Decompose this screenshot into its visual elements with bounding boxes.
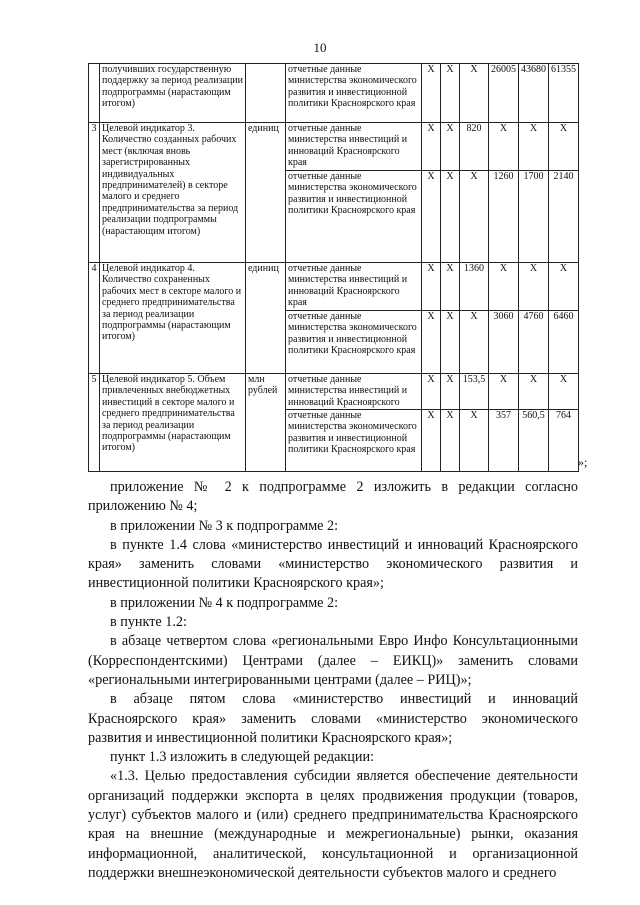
row-number: 4 — [89, 263, 100, 374]
indicators-table-wrapper — [88, 63, 578, 472]
indicator-name: получивших государственную поддержку за период реализации подпрограммы (нарастающим итогом) — [100, 64, 246, 123]
value-cell: Х — [422, 410, 441, 472]
value-cell: Х — [519, 123, 549, 171]
indicator-name: Целевой индикатор 4. Количество сохраненных рабочих мест в секторе малого и среднего предпринимательства за период реализации подпрограммы (нарастающим итогом) — [100, 263, 246, 374]
value-cell: 6460 — [549, 311, 579, 374]
value-cell: Х — [460, 410, 489, 472]
value-cell: Х — [422, 64, 441, 123]
value-cell: Х — [489, 374, 519, 410]
value-cell: Х — [489, 263, 519, 311]
value-cell: Х — [441, 64, 460, 123]
page-number: 10 — [313, 40, 327, 55]
data-source: отчетные данные министерства экономического развития и инвестиционной политики Красноярского края — [286, 311, 422, 374]
value-cell: 26005 — [489, 64, 519, 123]
value-cell: Х — [441, 311, 460, 374]
value-cell: Х — [519, 374, 549, 410]
row-number: 5 — [89, 374, 100, 472]
value-cell: Х — [460, 64, 489, 123]
row-number: 3 — [89, 123, 100, 263]
table-row — [89, 123, 579, 171]
value-cell: 3060 — [489, 311, 519, 374]
value-cell: Х — [549, 263, 579, 311]
value-cell: Х — [422, 374, 441, 410]
paragraph: пункт 1.3 изложить в следующей редакции: — [110, 749, 374, 766]
value-cell: 357 — [489, 410, 519, 472]
value-cell: 1700 — [519, 171, 549, 263]
data-source: отчетные данные министерства экономического развития и инвестиционной политики Красноярского края — [286, 410, 422, 472]
unit-of-measure — [246, 64, 286, 123]
unit-of-measure: единиц — [246, 263, 286, 374]
paragraph: в абзаце четвертом слова «региональными Евро Инфо Консультационными (Корреспондентскими) Центрами (далее – ЕИКЦ)» заменить словами «региональными интегрированными центрами (далее – РИЦ)»; — [88, 633, 578, 688]
value-cell: Х — [519, 263, 549, 311]
value-cell: Х — [422, 171, 441, 263]
data-source: отчетные данные министерства инвестиций и инноваций Красноярского — [286, 374, 422, 410]
row-number — [89, 64, 100, 123]
indicator-name: Целевой индикатор 3. Количество созданных рабочих мест (включая вновь зарегистрированных индивидуальных предпринимателей) в секторе малого и среднего предпринимательства за период реализации подпрограммы (нарастающим итогом) — [100, 123, 246, 263]
value-cell: Х — [441, 263, 460, 311]
paragraph: «1.3. Целью предоставления субсидии является обеспечение деятельности организаций поддержки экспорта в целях продвижения продукции (товаров, услуг) субъектов малого и (или) среднего предпринимательства Красноярского края на внешние (международные и межрегиональные) рынки, оказания информационной, аналитической, консультационной и организационной поддержки внешнеэкономической деятельности субъектов малого и среднего — [88, 768, 578, 881]
value-cell: Х — [422, 263, 441, 311]
indicators-table — [88, 63, 579, 472]
paragraph: в приложении № 4 к подпрограмме 2: — [110, 594, 339, 611]
paragraph: в приложении № 3 к подпрограмме 2: — [110, 517, 339, 534]
value-cell: Х — [460, 311, 489, 374]
value-cell: Х — [549, 374, 579, 410]
value-cell: Х — [489, 123, 519, 171]
value-cell: 153,5 — [460, 374, 489, 410]
value-cell: 560,5 — [519, 410, 549, 472]
unit-of-measure: млн рублей — [246, 374, 286, 472]
value-cell: Х — [460, 171, 489, 263]
table-body — [89, 64, 579, 472]
table-row — [89, 263, 579, 311]
data-source: отчетные данные министерства инвестиций и инноваций Красноярского края — [286, 123, 422, 171]
value-cell: Х — [441, 171, 460, 263]
value-cell: 2140 — [549, 171, 579, 263]
value-cell: 820 — [460, 123, 489, 171]
paragraph: приложение № 2 к подпрограмме 2 изложить в редакции согласно приложению № 4; — [88, 479, 578, 515]
paragraph: в пункте 1.2: — [110, 614, 187, 631]
paragraph: в пункте 1.4 слова «министерство инвестиций и инноваций Красноярского края» заменить словами «министерство экономического развития и инвестиционной политики Красноярского края»; — [88, 536, 578, 592]
table-row — [89, 374, 579, 410]
unit-of-measure: единиц — [246, 123, 286, 263]
data-source: отчетные данные министерства экономического развития и инвестиционной политики Красноярского края — [286, 171, 422, 263]
body-text — [88, 478, 578, 883]
paragraph: в абзаце пятом слова «министерство инвестиций и инноваций Красноярского края» заменить словами «министерство экономического развития и инвестиционной политики Красноярского края»; — [88, 691, 578, 746]
indicator-name: Целевой индикатор 5. Объем привлеченных внебюджетных инвестиций в секторе малого и среднего предпринимательства за период реализации подпрограммы (нарастающим итогом) — [100, 374, 246, 472]
value-cell: Х — [441, 123, 460, 171]
table-row — [89, 64, 579, 123]
value-cell: 4760 — [519, 311, 549, 374]
value-cell: 61355 — [549, 64, 579, 123]
data-source: отчетные данные министерства экономического развития и инвестиционной политики Красноярского края — [286, 64, 422, 123]
value-cell: 43680 — [519, 64, 549, 123]
value-cell: Х — [441, 374, 460, 410]
value-cell: Х — [422, 123, 441, 171]
data-source: отчетные данные министерства инвестиций и инноваций Красноярского края — [286, 263, 422, 311]
table-closing-quote: »; — [578, 455, 588, 469]
value-cell: Х — [549, 123, 579, 171]
value-cell: Х — [422, 311, 441, 374]
value-cell: 1260 — [489, 171, 519, 263]
value-cell: 764 — [549, 410, 579, 472]
value-cell: Х — [441, 410, 460, 472]
value-cell: 1360 — [460, 263, 489, 311]
